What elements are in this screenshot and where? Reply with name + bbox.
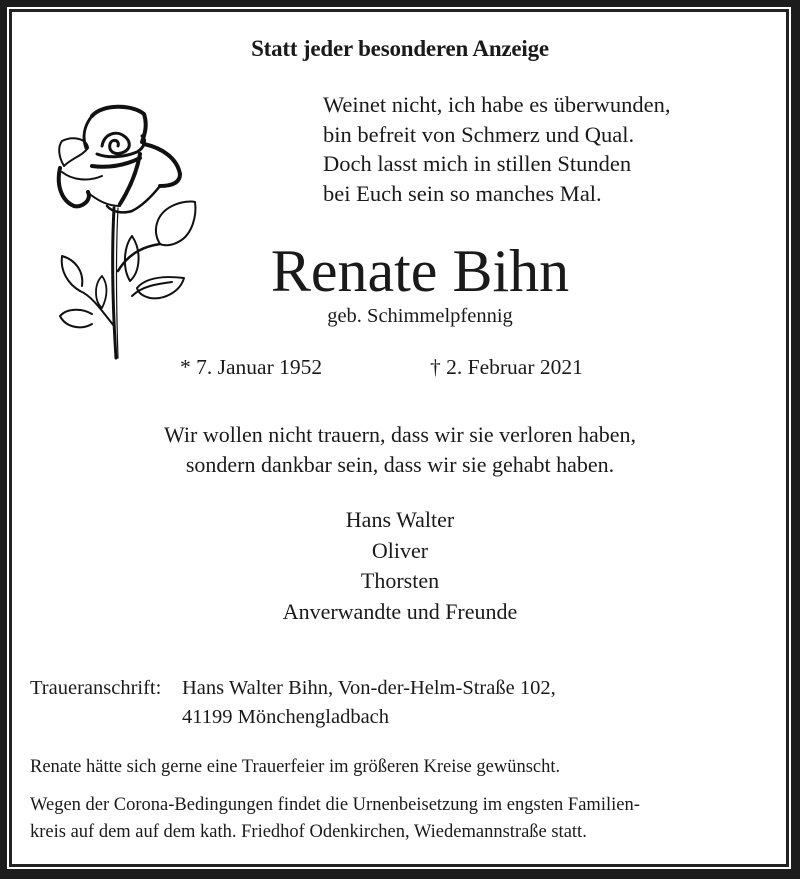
funeral-wish-note: Renate hätte sich gerne eine Trauerfeier im größeren Kreise gewünscht.: [30, 757, 561, 777]
poem-line: Doch lasst mich in stillen Stunden: [323, 151, 632, 176]
headline: Statt jeder besonderen Anzeige: [251, 36, 549, 61]
mourners-list: [0, 505, 800, 627]
deceased-name-row: [0, 236, 800, 306]
poem-line: bei Euch sein so manches Mal.: [323, 180, 602, 206]
mourner: Oliver: [371, 537, 429, 563]
poem: [323, 90, 670, 208]
burial-note: [30, 792, 640, 846]
mourner: Hans Walter: [345, 507, 455, 532]
address-line-1: Hans Walter Bihn, Von-der-Helm-Straße 102,: [182, 677, 556, 699]
maiden-name: geb. Schimmelpfennig: [327, 305, 513, 327]
quote-line: Wir wollen nicht trauern, dass wir sie verloren haben,: [164, 422, 636, 447]
birth-date: * 7. Januar 1952: [180, 355, 323, 379]
deceased-name: Renate Bihn: [270, 238, 570, 304]
address-label: Traueranschrift:: [30, 677, 162, 699]
mourner: Thorsten: [360, 568, 440, 593]
poem-line: Weinet nicht, ich habe es überwunden,: [323, 92, 671, 117]
maiden-name-row: [0, 305, 800, 328]
address-line-2: 41199 Mönchengladbach: [182, 706, 390, 728]
burial-note-line: Wegen der Corona-Bedingungen findet die Urnenbeisetzung im engsten Familien-: [30, 795, 640, 815]
address-spacer: [30, 703, 182, 732]
mourner: Anverwandte und Freunde: [282, 598, 518, 624]
burial-note-line: kreis auf dem auf dem kath. Friedhof Odenkirchen, Wiedemannstraße statt.: [30, 822, 587, 842]
poem-line: bin befreit von Schmerz und Qual.: [323, 121, 635, 147]
death-date: † 2. Februar 2021: [430, 355, 583, 379]
memorial-quote: [0, 420, 800, 480]
mourning-address: [30, 674, 556, 732]
quote-line: sondern dankbar sein, dass wir sie gehabt haben.: [185, 452, 615, 477]
